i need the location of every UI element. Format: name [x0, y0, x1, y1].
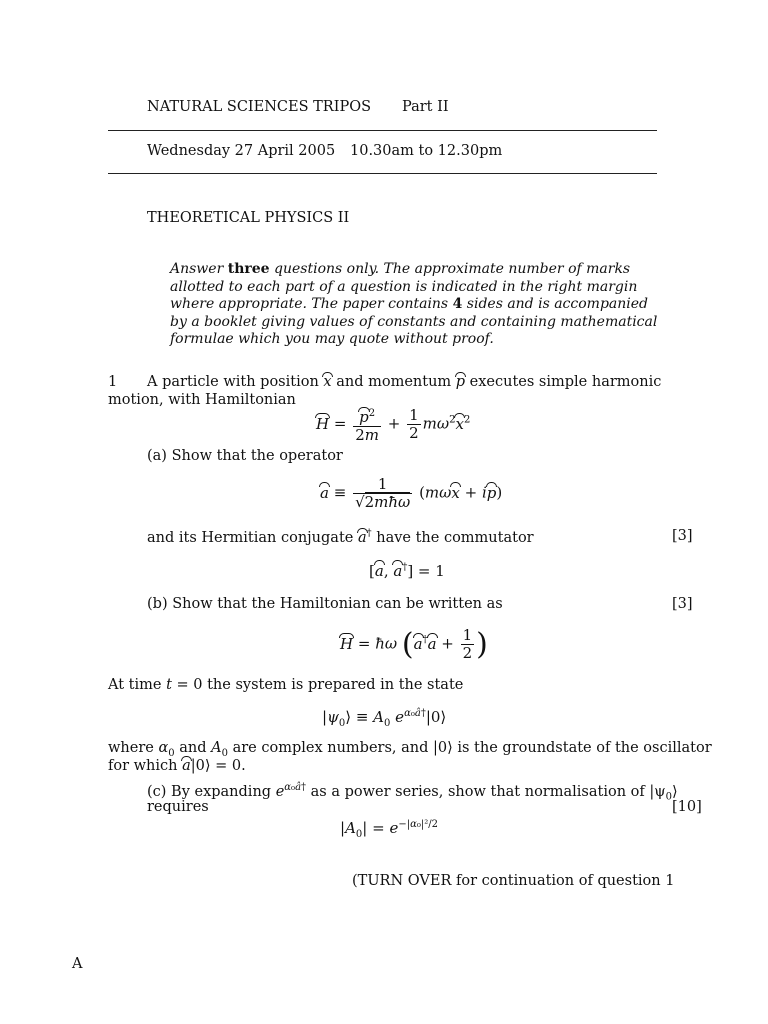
hamiltonian-ladder-equation: H = ħω (a†a + $\frac{1}{2}$ ): [340, 626, 488, 662]
normalisation-equation: $|A_0| = e^{-|\alpha_0|^2/2}$: [340, 819, 438, 840]
header-rule-top: [108, 130, 657, 131]
initial-state-equation: $|\psi_0⟩ \equiv A_0$ $e^{\alpha_0â\dagger}|0⟩$: [322, 708, 447, 729]
operator-a-definition: a ≡ $\frac{1}{\text{√2mħω}}$ (mωx + ip): [320, 475, 503, 511]
marks-part-c: [10]: [672, 799, 702, 815]
header-rule-bottom: [108, 173, 657, 174]
conjugate-text: and its Hermitian conjugate a† have the commutator: [147, 528, 534, 546]
where-text: where $\alpha_0$ and $A_0$ are complex numbers, and |0⟩ is the groundstate of the oscillator: [108, 740, 712, 759]
tripos-part: Part II: [402, 99, 449, 115]
marks-part-a: [3]: [672, 528, 693, 544]
paper-letter: A: [72, 956, 83, 972]
instructions-block: Answer three questions only. The approximate number of marks allotted to each part of a question is indicated in the right margin where appropriate. The paper contains 4 sides and is accompanied by a booklet giving values of constants and containing mathematical formulae which you may quote without proof.: [170, 261, 658, 348]
groundstate-condition: for which a|0⟩ = 0.: [108, 758, 246, 774]
initial-time-text: At time t = 0 the system is prepared in the state: [108, 677, 464, 693]
hamiltonian-equation: H = $\frac{p^2}{2m}$ + $\frac{1}{2}$ $m\omega^2x^2$: [316, 406, 471, 444]
part-c-label: (c) By expanding $e^{\alpha_0â\dagger}$ as a power series, show that normalisation of $|\psi_0⟩$: [147, 782, 678, 803]
paper-subject: THEORETICAL PHYSICS II: [147, 210, 350, 226]
exam-time: 10.30am to 12.30pm: [350, 143, 503, 159]
question-intro-cont: motion, with Hamiltonian: [108, 392, 296, 408]
question-intro: A particle with position x and momentum p executes simple harmonic: [147, 374, 662, 390]
tripos-title: NATURAL SCIENCES TRIPOS: [147, 99, 372, 115]
requires-text: requires: [147, 799, 209, 815]
question-number: 1: [108, 374, 118, 390]
exam-date: Wednesday 27 April 2005: [147, 143, 336, 159]
marks-part-b: [3]: [672, 596, 693, 612]
part-a-label: (a) Show that the operator: [147, 448, 343, 464]
part-b-label: (b) Show that the Hamiltonian can be written as: [147, 596, 503, 612]
turn-over-note: (TURN OVER for continuation of question 1: [352, 873, 675, 889]
commutator-equation: [a, a†] = 1: [369, 562, 445, 580]
